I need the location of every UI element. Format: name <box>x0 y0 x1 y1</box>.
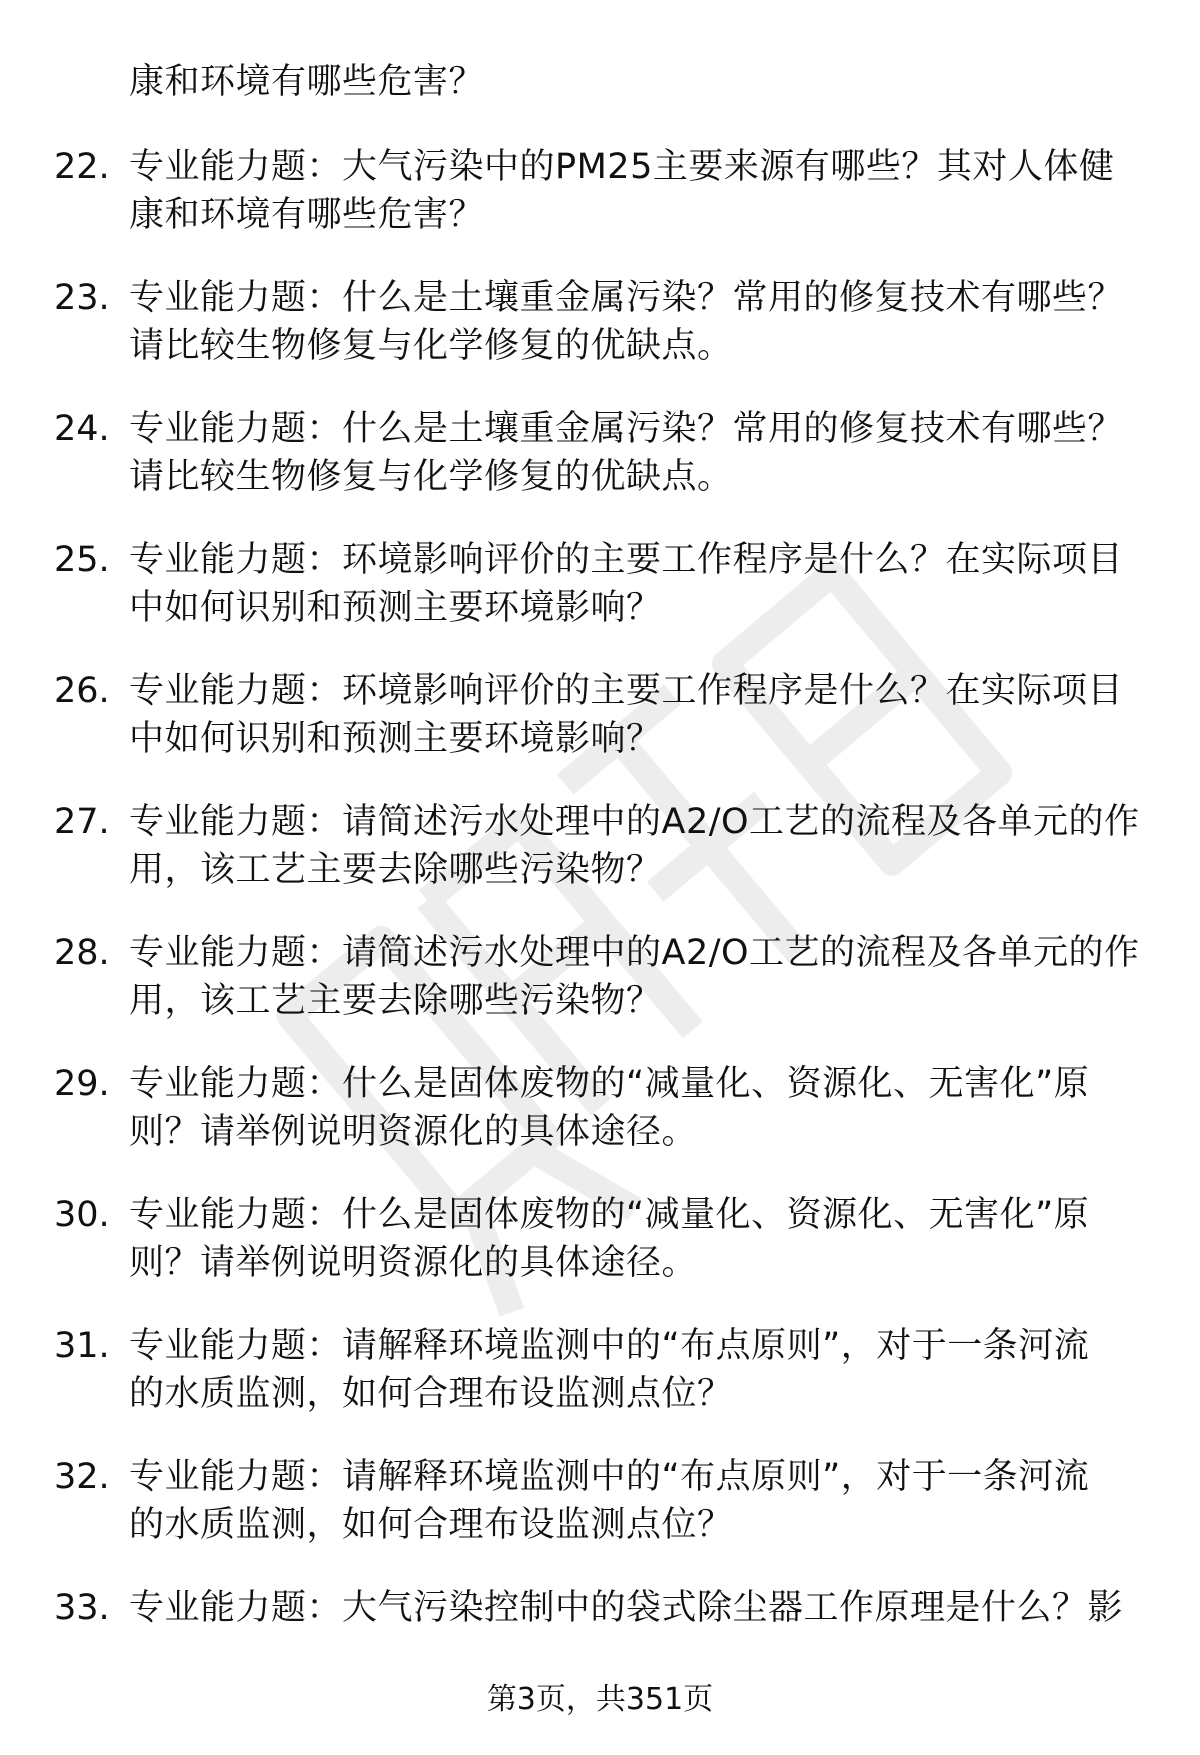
question-text <box>129 798 1169 894</box>
question-text-line: 请比较生物修复与化学修复的优缺点。 <box>129 457 733 497</box>
question-text <box>129 536 1169 632</box>
question-text <box>129 1060 1169 1156</box>
question-text-line: 用，该工艺主要去除哪些污染物？ <box>129 981 662 1021</box>
question-text-line: 专业能力题：大气污染控制中的袋式除尘器工作原理是什么？影 <box>129 1588 1124 1628</box>
question-text <box>129 1584 1169 1632</box>
question-text <box>129 667 1169 763</box>
question-text-line: 专业能力题：什么是土壤重金属污染？常用的修复技术有哪些？ <box>129 278 1124 318</box>
question-number: 22. <box>54 147 110 187</box>
question-number: 27. <box>54 802 110 842</box>
question-text-line: 专业能力题：环境影响评价的主要工作程序是什么？在实际项目 <box>129 671 1124 711</box>
question-text-line: 康和环境有哪些危害？ <box>129 195 485 235</box>
question-item <box>0 536 1200 667</box>
question-number: 24. <box>54 409 110 449</box>
question-item <box>0 1191 1200 1322</box>
question-text-line: 的水质监测，如何合理布设监测点位？ <box>129 1374 733 1414</box>
question-number: 29. <box>54 1064 110 1104</box>
question-item <box>0 405 1200 536</box>
question-item <box>0 1322 1200 1453</box>
continuation-line: 康和环境有哪些危害？ <box>129 62 485 102</box>
question-text-line: 专业能力题：环境影响评价的主要工作程序是什么？在实际项目 <box>129 540 1124 580</box>
question-text-line: 则？请举例说明资源化的具体途径。 <box>129 1243 698 1283</box>
question-text-line: 专业能力题：请解释环境监测中的“布点原则”，对于一条河流 <box>129 1326 1090 1366</box>
question-text-line: 专业能力题：请简述污水处理中的A2/O工艺的流程及各单元的作 <box>129 933 1140 973</box>
question-text-line: 专业能力题：请解释环境监测中的“布点原则”，对于一条河流 <box>129 1457 1090 1497</box>
question-item <box>0 667 1200 798</box>
question-text <box>129 1453 1169 1549</box>
question-text-line: 则？请举例说明资源化的具体途径。 <box>129 1112 698 1152</box>
question-item <box>0 143 1200 274</box>
question-list <box>0 143 1200 1715</box>
question-text <box>129 1191 1169 1287</box>
question-text <box>129 929 1169 1025</box>
question-text-line: 用，该工艺主要去除哪些污染物？ <box>129 850 662 890</box>
question-item <box>0 798 1200 929</box>
question-text-line: 专业能力题：大气污染中的PM25主要来源有哪些？其对人体健 <box>129 147 1115 187</box>
question-number: 28. <box>54 933 110 973</box>
question-text-line: 专业能力题：什么是土壤重金属污染？常用的修复技术有哪些？ <box>129 409 1124 449</box>
question-item <box>0 1453 1200 1584</box>
question-text-line: 请比较生物修复与化学修复的优缺点。 <box>129 326 733 366</box>
question-item <box>0 1060 1200 1191</box>
question-text-line: 专业能力题：请简述污水处理中的A2/O工艺的流程及各单元的作 <box>129 802 1140 842</box>
question-text-line: 中如何识别和预测主要环境影响？ <box>129 719 662 759</box>
page-footer: 第3页，共351页 <box>486 1682 714 1717</box>
question-item <box>0 274 1200 405</box>
question-text <box>129 274 1169 370</box>
question-number: 26. <box>54 671 110 711</box>
question-item <box>0 929 1200 1060</box>
question-text <box>129 143 1169 239</box>
question-text-line: 中如何识别和预测主要环境影响？ <box>129 588 662 628</box>
question-number: 25. <box>54 540 110 580</box>
question-text-line: 专业能力题：什么是固体废物的“减量化、资源化、无害化”原 <box>129 1195 1090 1235</box>
question-number: 23. <box>54 278 110 318</box>
question-text-line: 专业能力题：什么是固体废物的“减量化、资源化、无害化”原 <box>129 1064 1090 1104</box>
question-number: 33. <box>54 1588 110 1628</box>
question-number: 31. <box>54 1326 110 1366</box>
question-number: 30. <box>54 1195 110 1235</box>
question-text <box>129 1322 1169 1418</box>
question-text <box>129 405 1169 501</box>
question-number: 32. <box>54 1457 110 1497</box>
question-text-line: 的水质监测，如何合理布设监测点位？ <box>129 1505 733 1545</box>
